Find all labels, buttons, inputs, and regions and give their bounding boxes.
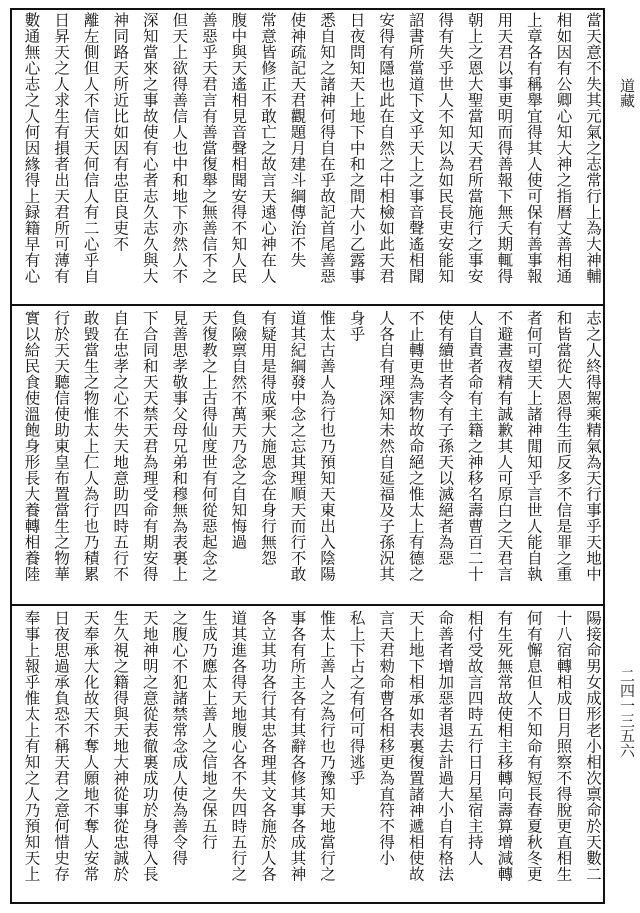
- text-column: 各立其功各行其忠各理其文各施於人各: [258, 610, 277, 882]
- text-column: 相如因有公卿心知大神之指曆丈善相通: [554, 12, 573, 284]
- text-column: 身乎: [347, 310, 366, 342]
- text-column: 離左側但人不信天天何信人有二心乎自: [81, 12, 100, 284]
- register-middle: [12, 310, 603, 600]
- text-column: 常意皆修正不敢亡之故言天遠心神在人: [258, 12, 277, 284]
- text-column: 生成乃應太上善人之信地之保五行: [199, 610, 218, 850]
- text-column: 上章各有稱舉宜得其人使可保有善事報: [524, 12, 543, 284]
- text-column: 當天意不失其元氣之志常行上為大神輔: [583, 12, 602, 284]
- text-column: 者何可望天上諸神閒知乎言世人能自執: [524, 310, 543, 582]
- text-column: 下合同和天天禁天君為理受命有期安得: [140, 310, 159, 582]
- text-column: 朝上之恩大聖當知天君所當施行之事安: [465, 12, 484, 284]
- text-column: 日昇天之人求生有損者出天君所可薄有: [52, 12, 71, 284]
- text-column: 見善思孝敬事父母兄弟和穆無為表裏上: [170, 310, 189, 582]
- text-column: 腹中與天遙相見音聲相聞安得不知人民: [229, 12, 248, 284]
- text-column: 自在忠孝之心不失天地意助四時五行不: [111, 310, 130, 582]
- text-column: 實以給民食使溫飽身形長大養轉相養陸: [22, 310, 41, 582]
- text-column: 命善者增加惡者退去計過大小自有格法: [436, 610, 455, 882]
- page-number: 二四一三五六: [618, 668, 636, 758]
- text-column: 有生死無常故使相主移轉向壽算增減轉: [495, 610, 514, 882]
- text-column: 事各有所主各有其辭各修其事各成其神: [288, 610, 307, 882]
- text-column: 惟太古善人為行也乃預知天東出入陰陽: [318, 310, 337, 582]
- text-column: 用天君以事更明而得善報下無夭期輒得: [495, 12, 514, 284]
- text-column: 敢毀當生之物惟太上仁人為行也乃積累: [81, 310, 100, 582]
- text-column: 有疑用是得成乘大施恩念在身行無怨: [258, 310, 277, 566]
- text-column: 得有失乎世人不知以為如民長吏安能知: [436, 12, 455, 284]
- register-bottom: [12, 610, 603, 900]
- text-column: 何有懈息但人不知命有短長春夏秋冬更: [524, 610, 543, 882]
- text-column: 行於天天聽信使助東皇布置當生之物華: [52, 310, 71, 582]
- text-column: 數通無心志之人何因緣得上録籍早有心: [22, 12, 41, 284]
- text-column: 天地神明之意從表徹裏成功於身得入長: [140, 610, 159, 882]
- text-column: 天奉承大化故天不奪人願地不奪人安常: [81, 610, 100, 882]
- text-column: 日夜問知天上地下中和之間大小乙露事: [347, 12, 366, 284]
- text-column: 但天上欲得善信人也中和地下亦然人不: [170, 12, 189, 284]
- text-column: 奉事上報乎惟太上有知之人乃預知天上: [22, 610, 41, 882]
- text-column: 道其紀綱發中念之忘其理順天而行不敢: [288, 310, 307, 582]
- text-column: 相付受故言四時五行日月星宿主持人: [465, 610, 484, 866]
- text-column: 使神疏記天君觀題月建斗綱傳治不失: [288, 12, 307, 268]
- register-divider-upper: [10, 304, 605, 306]
- text-column: 和皆當從大恩得生而反多不信是罪之重: [554, 310, 573, 582]
- text-column: 悉自知之諸神何得自在乎故記首尾善惡: [318, 12, 337, 284]
- text-column: 神同路天所近比如因有忠臣良吏不: [111, 12, 130, 252]
- text-column: 言天君勑命曹各相移更為直符不得小: [377, 610, 396, 866]
- register-top: [12, 12, 603, 300]
- text-column: 人各自有理深知未然自延福及子孫況其: [377, 310, 396, 582]
- text-column: 道其進各得天地腹心各不失四時五行之: [229, 610, 248, 882]
- text-column: 詔書所當道下文乎天上之事音聲遙相聞: [406, 12, 425, 284]
- text-column: 日夜思過承負恐不稱天君之意何惜史存: [52, 610, 71, 882]
- register-divider-lower: [10, 604, 605, 606]
- text-column: 天復教之上古得仙度世有何從惡起念之: [199, 310, 218, 582]
- text-column: 安得有隱也此在自然之中相檢如此天君: [377, 12, 396, 284]
- text-column: 不避晝夜精有誠歉其人可原白之天君言: [495, 310, 514, 582]
- text-column: 惟太上善人之為行也乃豫知天地當行之: [318, 610, 337, 882]
- text-column: 人自責者命有主籍之神移名壽曹百二十: [465, 310, 484, 582]
- text-column: 志之人終得駕乘精氣為天行事乎天地中: [583, 310, 602, 582]
- text-column: 不止轉更為害物故命絕之惟太上有德之: [406, 310, 425, 582]
- text-column: 深知當來之事故使有心者志久志久與大: [140, 12, 159, 284]
- collection-label: 道藏: [618, 78, 636, 108]
- text-column: 十八宿轉相成日月照察不得脫更直相生: [554, 610, 573, 882]
- text-column: 私上下占之有何可得逃乎: [347, 610, 366, 786]
- text-column: 之腹心不犯諸禁常念成人使為善令得: [170, 610, 189, 866]
- text-column: 使有續世者令有子孫天以滅絕者為惡: [436, 310, 455, 566]
- text-column: 生久視之籍得與天地大神從事從忠誠於: [111, 610, 130, 882]
- text-column: 善惡乎天君言有善當復舉之無善信不之: [199, 12, 218, 284]
- text-column: 陽接命男女成形老小相次禀命於天數二: [583, 610, 602, 882]
- text-column: 負險禀自然不萬天乃念之自知悔過: [229, 310, 248, 550]
- text-column: 天上地下相承如表裏復置諸神遞相使故: [406, 610, 425, 882]
